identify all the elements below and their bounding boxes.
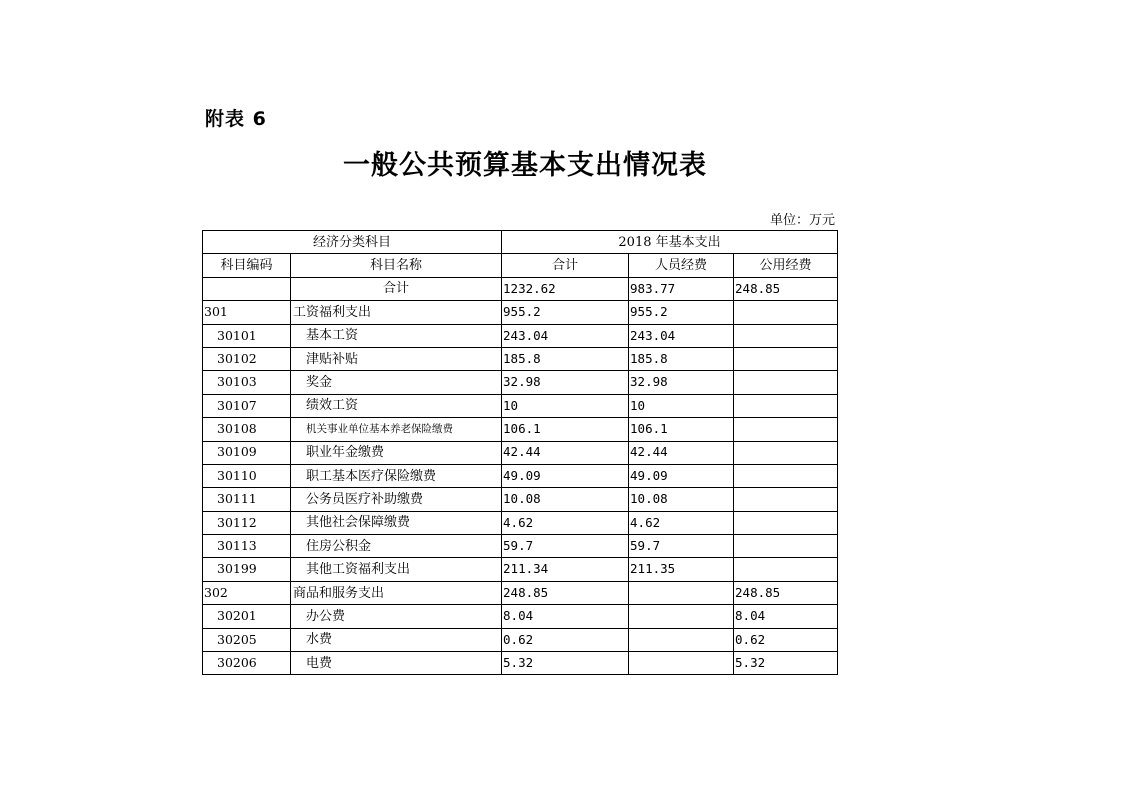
table-row xyxy=(203,394,838,417)
table-row xyxy=(203,605,838,628)
row-public xyxy=(734,371,838,394)
row-personnel xyxy=(629,605,734,628)
table-row xyxy=(203,488,838,511)
row-name: 办公费 xyxy=(291,605,502,628)
row-total: 248.85 xyxy=(502,581,629,604)
row-name: 其他社会保障缴费 xyxy=(291,511,502,534)
row-code: 302 xyxy=(203,581,291,604)
row-name: 电费 xyxy=(291,652,502,675)
row-code: 30107 xyxy=(203,394,291,417)
row-total: 49.09 xyxy=(502,464,629,487)
row-code: 30110 xyxy=(203,464,291,487)
row-name: 工资福利支出 xyxy=(291,301,502,324)
total-total: 1232.62 xyxy=(502,277,629,300)
row-personnel: 4.62 xyxy=(629,511,734,534)
table-row xyxy=(203,511,838,534)
total-label: 合计 xyxy=(291,277,502,300)
row-public: 8.04 xyxy=(734,605,838,628)
total-public: 248.85 xyxy=(734,277,838,300)
table-row xyxy=(203,652,838,675)
row-name: 职工基本医疗保险缴费 xyxy=(291,464,502,487)
row-personnel: 59.7 xyxy=(629,535,734,558)
table-row xyxy=(203,301,838,324)
table-row xyxy=(203,324,838,347)
row-personnel: 185.8 xyxy=(629,347,734,370)
row-public xyxy=(734,394,838,417)
row-public xyxy=(734,418,838,441)
table-row xyxy=(203,558,838,581)
row-personnel: 49.09 xyxy=(629,464,734,487)
table-row xyxy=(203,464,838,487)
table-row xyxy=(203,441,838,464)
total-personnel: 983.77 xyxy=(629,277,734,300)
row-total: 42.44 xyxy=(502,441,629,464)
header-basic-expenditure: 2018 年基本支出 xyxy=(502,231,838,254)
row-code: 30201 xyxy=(203,605,291,628)
row-name: 机关事业单位基本养老保险缴费 xyxy=(291,418,502,441)
row-personnel: 243.04 xyxy=(629,324,734,347)
row-public xyxy=(734,464,838,487)
row-name: 基本工资 xyxy=(291,324,502,347)
row-total: 59.7 xyxy=(502,535,629,558)
row-personnel xyxy=(629,581,734,604)
row-name: 职业年金缴费 xyxy=(291,441,502,464)
row-total: 10 xyxy=(502,394,629,417)
row-public xyxy=(734,511,838,534)
header-column-row xyxy=(203,254,838,277)
row-name: 绩效工资 xyxy=(291,394,502,417)
row-total: 106.1 xyxy=(502,418,629,441)
row-personnel xyxy=(629,628,734,651)
row-code: 30102 xyxy=(203,347,291,370)
row-total: 10.08 xyxy=(502,488,629,511)
row-personnel: 32.98 xyxy=(629,371,734,394)
row-personnel: 955.2 xyxy=(629,301,734,324)
header-personnel: 人员经费 xyxy=(629,254,734,277)
row-code: 30206 xyxy=(203,652,291,675)
row-public xyxy=(734,301,838,324)
row-code: 30108 xyxy=(203,418,291,441)
row-public xyxy=(734,347,838,370)
row-public xyxy=(734,558,838,581)
row-name: 其他工资福利支出 xyxy=(291,558,502,581)
row-personnel: 42.44 xyxy=(629,441,734,464)
row-total: 955.2 xyxy=(502,301,629,324)
row-total: 0.62 xyxy=(502,628,629,651)
appendix-label: 附表 6 xyxy=(205,108,267,130)
table-row xyxy=(203,535,838,558)
row-personnel: 10.08 xyxy=(629,488,734,511)
row-name: 住房公积金 xyxy=(291,535,502,558)
row-public: 248.85 xyxy=(734,581,838,604)
row-code: 30113 xyxy=(203,535,291,558)
row-name: 奖金 xyxy=(291,371,502,394)
row-total: 5.32 xyxy=(502,652,629,675)
row-total: 211.34 xyxy=(502,558,629,581)
table-row xyxy=(203,581,838,604)
row-total: 8.04 xyxy=(502,605,629,628)
row-personnel: 106.1 xyxy=(629,418,734,441)
row-public: 0.62 xyxy=(734,628,838,651)
total-row xyxy=(203,277,838,300)
row-public xyxy=(734,488,838,511)
row-code: 30112 xyxy=(203,511,291,534)
table-row xyxy=(203,418,838,441)
row-public xyxy=(734,441,838,464)
row-personnel: 10 xyxy=(629,394,734,417)
row-total: 185.8 xyxy=(502,347,629,370)
header-group-row xyxy=(203,231,838,254)
row-name: 津贴补贴 xyxy=(291,347,502,370)
header-name: 科目名称 xyxy=(291,254,502,277)
row-code: 30109 xyxy=(203,441,291,464)
row-code: 30111 xyxy=(203,488,291,511)
budget-table xyxy=(202,230,838,675)
row-name: 商品和服务支出 xyxy=(291,581,502,604)
row-code: 301 xyxy=(203,301,291,324)
page-title: 一般公共预算基本支出情况表 xyxy=(343,150,707,181)
row-code: 30199 xyxy=(203,558,291,581)
header-code: 科目编码 xyxy=(203,254,291,277)
row-code: 30205 xyxy=(203,628,291,651)
row-public: 5.32 xyxy=(734,652,838,675)
table-row xyxy=(203,371,838,394)
row-total: 243.04 xyxy=(502,324,629,347)
table-row xyxy=(203,347,838,370)
total-code-cell xyxy=(203,277,291,300)
row-total: 4.62 xyxy=(502,511,629,534)
row-personnel xyxy=(629,652,734,675)
row-code: 30101 xyxy=(203,324,291,347)
row-code: 30103 xyxy=(203,371,291,394)
header-public: 公用经费 xyxy=(734,254,838,277)
row-public xyxy=(734,324,838,347)
row-name: 公务员医疗补助缴费 xyxy=(291,488,502,511)
row-name: 水费 xyxy=(291,628,502,651)
row-public xyxy=(734,535,838,558)
table-row xyxy=(203,628,838,651)
row-personnel: 211.35 xyxy=(629,558,734,581)
header-economic-category: 经济分类科目 xyxy=(203,231,502,254)
row-total: 32.98 xyxy=(502,371,629,394)
unit-label: 单位：万元 xyxy=(769,213,835,228)
header-total: 合计 xyxy=(502,254,629,277)
